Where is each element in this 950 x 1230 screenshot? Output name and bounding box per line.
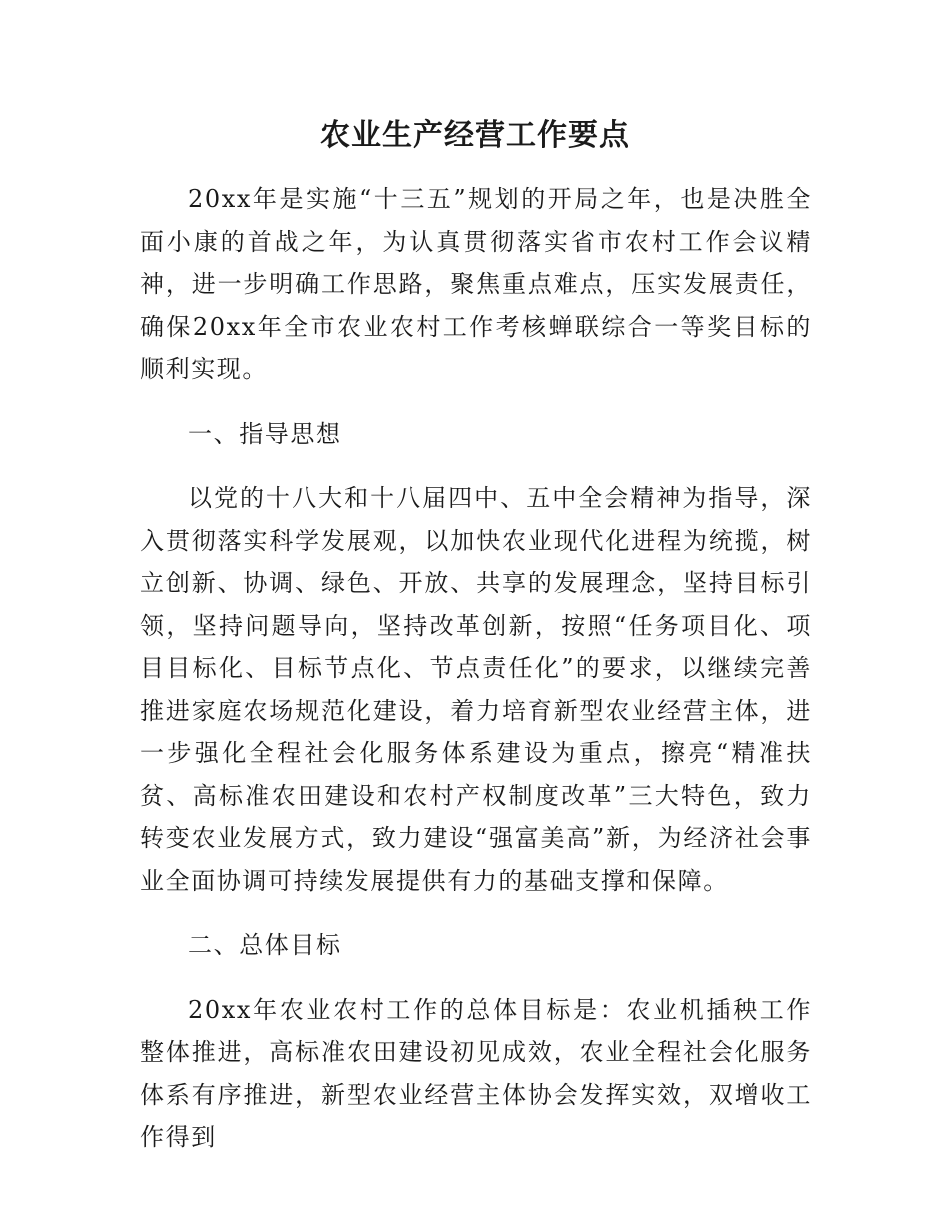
section-paragraph-guiding-ideology: 以党的十八大和十八届四中、五中全会精神为指导，深入贯彻落实科学发展观，以加快农业现代化进程为统揽，树立创新、协调、绿色、开放、共享的发展理念，坚持目标引领，坚持问题导向，坚持改革创新，按照“任务项目化、项目目标化、目标节点化、节点责任化”的要求，以继续完善推进家庭农场规范化建设，着力培育新型农业经营主体，进一步强化全程社会化服务体系建设为重点，擦亮“精准扶贫、高标准农田建设和农村产权制度改革”三大特色，致力转变农业发展方式，致力建设“强富美高”新，为经济社会事业全面协调可持续发展提供有力的基础支撑和保障。 [140, 484, 812, 895]
intro-paragraph: 20xx年是实施“十三五”规划的开局之年，也是决胜全面小康的首战之年，为认真贯彻落实省市农村工作会议精神，进一步明确工作思路，聚焦重点难点，压实发展责任，确保20xx年全市农业农村工作考核蝉联综合一等奖目标的顺利实现。 [140, 185, 812, 383]
section-heading-overall-goals: 二、总体目标 [188, 931, 342, 959]
document-title: 农业生产经营工作要点 [320, 118, 630, 153]
section-paragraph-overall-goals: 20xx年农业农村工作的总体目标是：农业机插秧工作整体推进，高标准农田建设初见成效，农业全程社会化服务体系有序推进，新型农业经营主体协会发挥实效，双增收工作得到 [140, 995, 812, 1151]
section-heading-guiding-ideology: 一、指导思想 [188, 419, 342, 448]
document-body [140, 178, 812, 1159]
